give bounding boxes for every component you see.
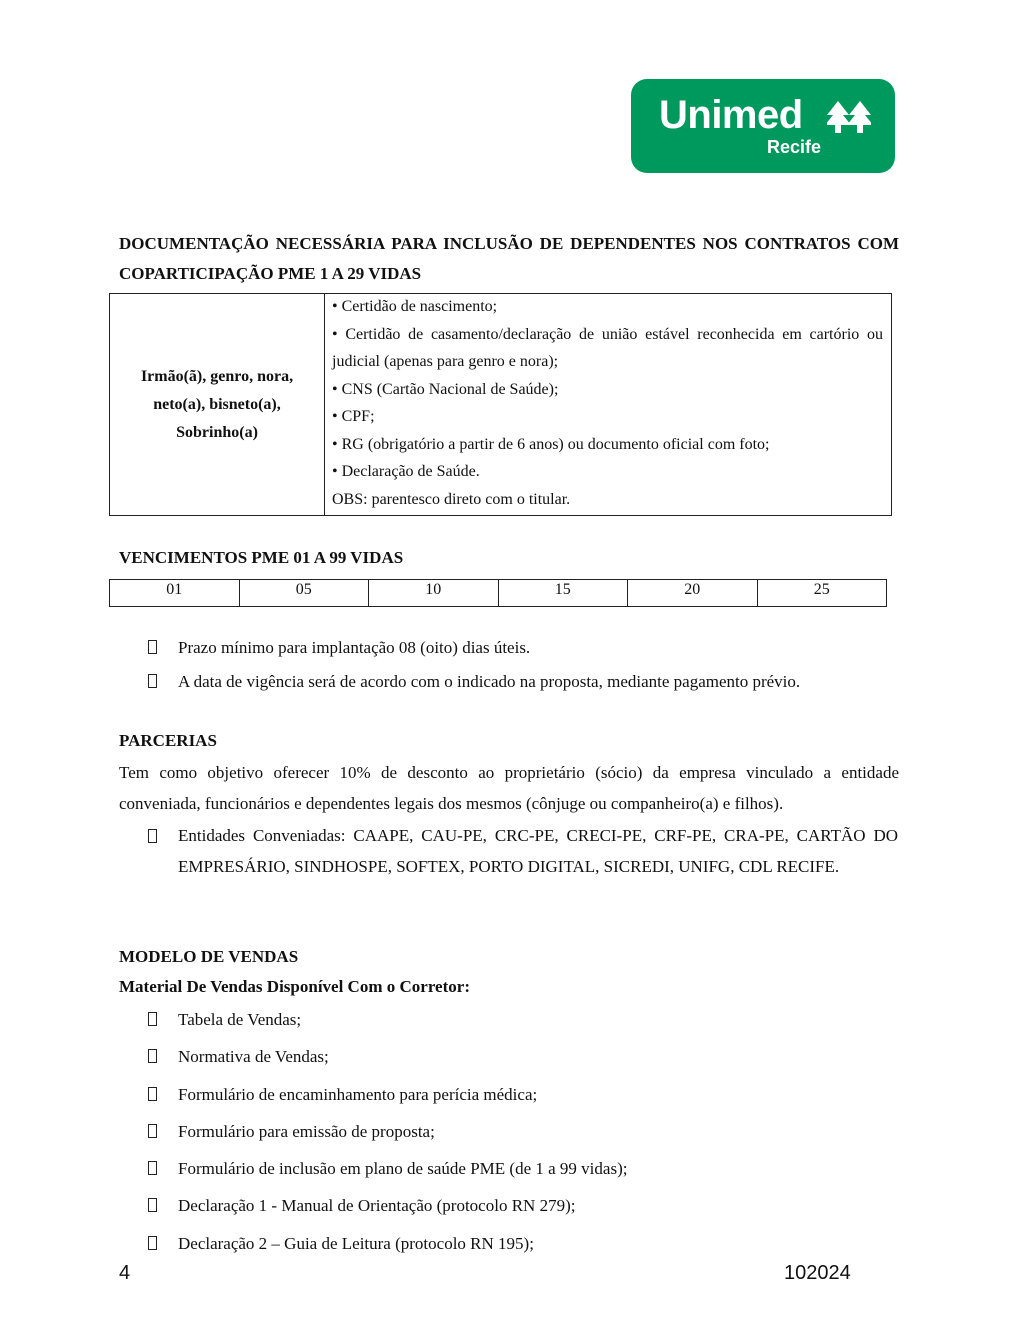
list-item-text: Entidades Conveniadas: CAAPE, CAU-PE, CRC-PE, CRECI-PE, CRF-PE, CRA-PE, CARTÃO DO EMPRESÁRIO, SINDHOSPE, SOFTEX, PORTO DIGITAL, SICREDI, UNIFG, CDL RECIFE. [178, 826, 898, 876]
sales-model-heading: MODELO DE VENDAS [119, 947, 299, 966]
list-item-text: Formulário de encaminhamento para perícia médica; [178, 1084, 538, 1104]
due-day-cell: 20 [628, 580, 758, 607]
logo-wordmark: Unimed [659, 93, 803, 137]
due-notes-list [148, 636, 898, 694]
partnerships-text: Tem como objetivo oferecer 10% de desconto ao proprietário (sócio) da empresa vinculado a entidade conveniada, funcionários e dependentes legais dos mesmos (cônjuge ou companheiro(a) e filhos). [119, 763, 899, 813]
sales-model-subtitle: Material De Vendas Disponível Com o Corretor: [119, 977, 470, 996]
partnerships-heading: PARCERIAS [119, 731, 217, 750]
requirement-item: • Certidão de casamento/declaração de união estável reconhecida em cartório ou judicial (apenas para genro e nora); [332, 325, 883, 370]
requirement-item: • Certidão de nascimento; [332, 298, 498, 315]
due-day-cell: 05 [239, 580, 369, 607]
sales-materials-list [148, 1008, 898, 1256]
partnerships-list [148, 820, 898, 882]
bullet-box-icon [148, 1049, 157, 1063]
bullet-box-icon [148, 1161, 157, 1175]
document-code: 102024 [784, 1262, 851, 1284]
list-item-text: Formulário para emissão de proposta; [178, 1121, 435, 1141]
list-item-text: Formulário de inclusão em plano de saúde PME (de 1 a 99 vidas); [178, 1159, 628, 1179]
bullet-box-icon [148, 1198, 157, 1212]
list-item [148, 1232, 898, 1256]
list-item-text: A data de vigência será de acordo com o indicado na proposta, mediante pagamento prévio. [178, 672, 801, 691]
due-dates-heading: VENCIMENTOS PME 01 A 99 VIDAS [119, 548, 404, 567]
bullet-box-icon [148, 1236, 157, 1250]
list-item-text: Normativa de Vendas; [178, 1047, 329, 1067]
requirement-item: • CPF; [332, 408, 375, 425]
relationship-line: Sobrinho(a) [176, 423, 258, 441]
list-item [148, 1194, 898, 1218]
requirement-item: • Declaração de Saúde. [332, 463, 480, 480]
list-item [148, 1157, 898, 1181]
table-row [110, 580, 887, 607]
bullet-box-icon [148, 1012, 157, 1026]
list-item [148, 670, 898, 694]
requirement-note: OBS: parentesco direto com o titular. [332, 490, 571, 508]
dependents-documents-table [109, 293, 892, 516]
page-number: 4 [119, 1262, 131, 1284]
due-day-cell: 01 [110, 580, 240, 607]
bullet-box-icon [148, 829, 157, 843]
list-item [148, 1120, 898, 1144]
doc-title: DOCUMENTAÇÃO NECESSÁRIA PARA INCLUSÃO DE DEPENDENTES NOS CONTRATOS COM COPARTICIPAÇÃO PME 1 A 29 VIDAS [119, 234, 899, 283]
logo-subtitle: Recife [767, 137, 822, 157]
requirement-item: • RG (obrigatório a partir de 6 anos) ou documento oficial com foto; [332, 435, 770, 453]
relationship-line: Irmão(ã), genro, nora, [140, 367, 294, 385]
relationship-line: neto(a), bisneto(a), [153, 395, 281, 413]
list-item [148, 636, 898, 660]
unimed-tree-icon [827, 101, 871, 135]
relationship-cell [110, 294, 325, 516]
due-dates-table [109, 579, 887, 607]
bullet-box-icon [148, 674, 157, 688]
due-day-cell: 10 [369, 580, 499, 607]
bullet-box-icon [148, 1087, 157, 1101]
table-row [110, 294, 892, 516]
list-item [148, 1083, 898, 1107]
list-item-text: Declaração 1 - Manual de Orientação (protocolo RN 279); [178, 1196, 576, 1216]
list-item [148, 1045, 898, 1069]
list-item [148, 1008, 898, 1032]
requirement-item: • CNS (Cartão Nacional de Saúde); [332, 380, 559, 398]
due-day-cell: 25 [757, 580, 887, 607]
bullet-box-icon [148, 1124, 157, 1138]
unimed-recife-logo [631, 79, 895, 173]
list-item [148, 820, 898, 882]
list-item-text: Tabela de Vendas; [178, 1010, 302, 1029]
list-item-text: Declaração 2 – Guia de Leitura (protocolo RN 195); [178, 1233, 534, 1253]
bullet-box-icon [148, 640, 157, 654]
list-item-text: Prazo mínimo para implantação 08 (oito) dias úteis. [178, 638, 531, 657]
due-day-cell: 15 [498, 580, 628, 607]
requirements-cell [325, 294, 892, 516]
